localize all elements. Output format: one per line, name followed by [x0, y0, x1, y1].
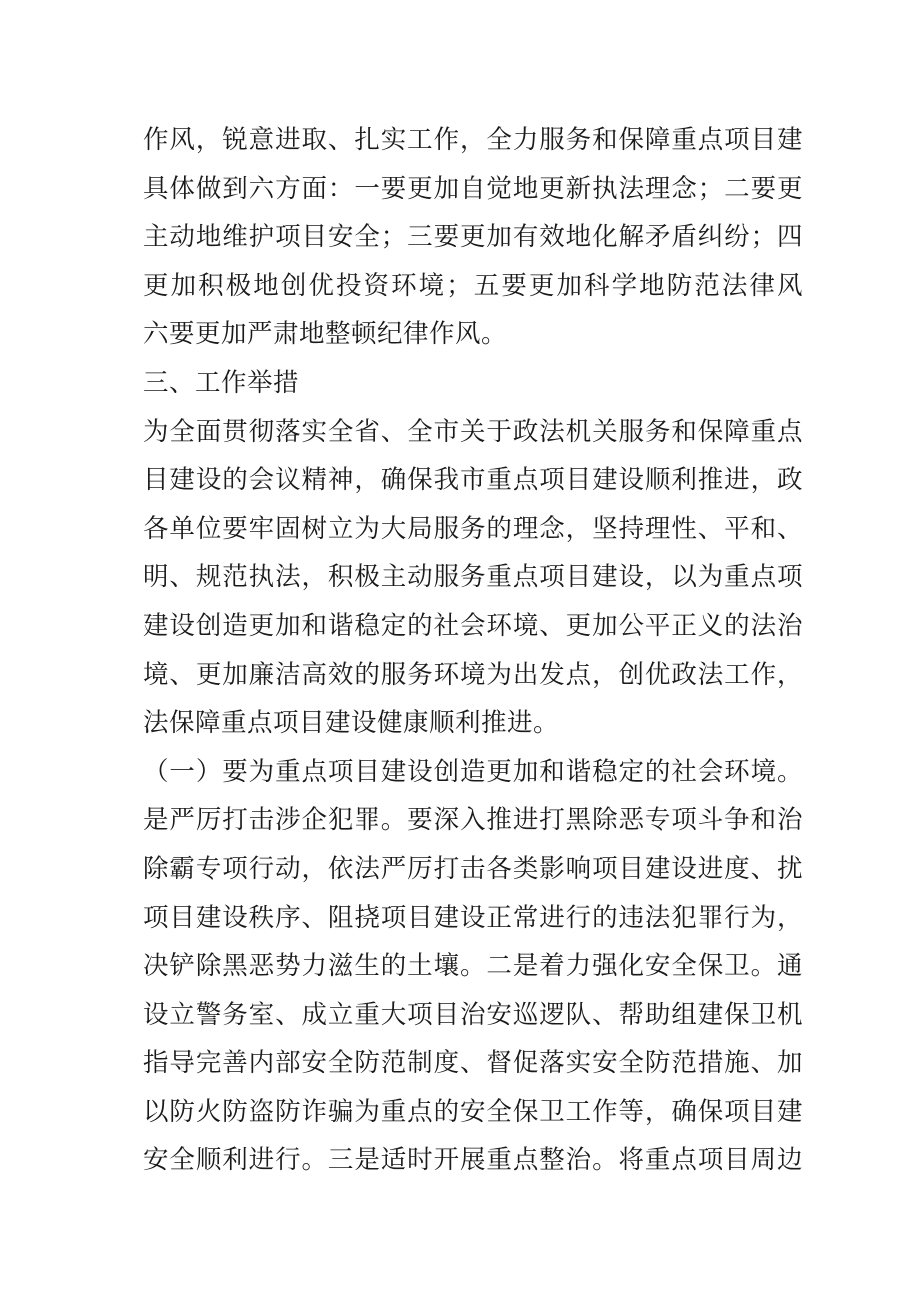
document-line: 是严厉打击涉企犯罪。要深入推进打黑除恶专项斗争和治: [143, 805, 803, 836]
document-line: 决铲除黑恶势力滋生的土壤。二是着力强化安全保卫。通: [143, 951, 803, 982]
document-line: （一）要为重点项目建设创造更加和谐稳定的社会环境。: [143, 756, 803, 787]
document-line: 项目建设秩序、阻挠项目建设正常进行的违法犯罪行为，: [143, 902, 803, 933]
document-line: 明、规范执法，积极主动服务重点项目建设，以为重点项: [143, 562, 803, 593]
document-line: 指导完善内部安全防范制度、督促落实安全防范措施、加: [143, 1048, 803, 1079]
document-line: 主动地维护项目安全；三要更加有效地化解矛盾纠纷；四: [143, 222, 803, 253]
document-line: 设立警务室、成立重大项目治安巡逻队、帮助组建保卫机: [143, 999, 803, 1030]
document-line: 除霸专项行动，依法严厉打击各类影响项目建设进度、扰: [143, 853, 803, 884]
document-line: 作风，锐意进取、扎实工作，全力服务和保障重点项目建: [143, 125, 803, 155]
document-line: 目建设的会议精神，确保我市重点项目建设顺利推进，政: [143, 465, 803, 496]
document-line: 为全面贯彻落实全省、全市关于政法机关服务和保障重点: [143, 416, 803, 447]
document-line: 三、工作举措: [143, 367, 300, 398]
document-line: 建设创造更加和谐稳定的社会环境、更加公平正义的法治: [143, 610, 803, 641]
document-line: 各单位要牢固树立为大局服务的理念，坚持理性、平和、: [143, 513, 803, 544]
document-line: 境、更加廉洁高效的服务环境为出发点，创优政法工作，: [143, 659, 803, 690]
document-body: [143, 116, 803, 1185]
document-line: 更加积极地创优投资环境；五要更加科学地防范法律风: [143, 270, 803, 301]
document-line: 法保障重点项目建设健康顺利推进。: [143, 708, 560, 739]
document-line: 安全顺利进行。三是适时开展重点整治。将重点项目周边: [143, 1145, 803, 1176]
document-line: 以防火防盗防诈骗为重点的安全保卫工作等，确保项目建: [143, 1096, 803, 1127]
document-line: 六要更加严肃地整顿纪律作风。: [143, 319, 508, 350]
document-line: 具体做到六方面：一要更加自觉地更新执法理念；二要更: [143, 173, 803, 204]
